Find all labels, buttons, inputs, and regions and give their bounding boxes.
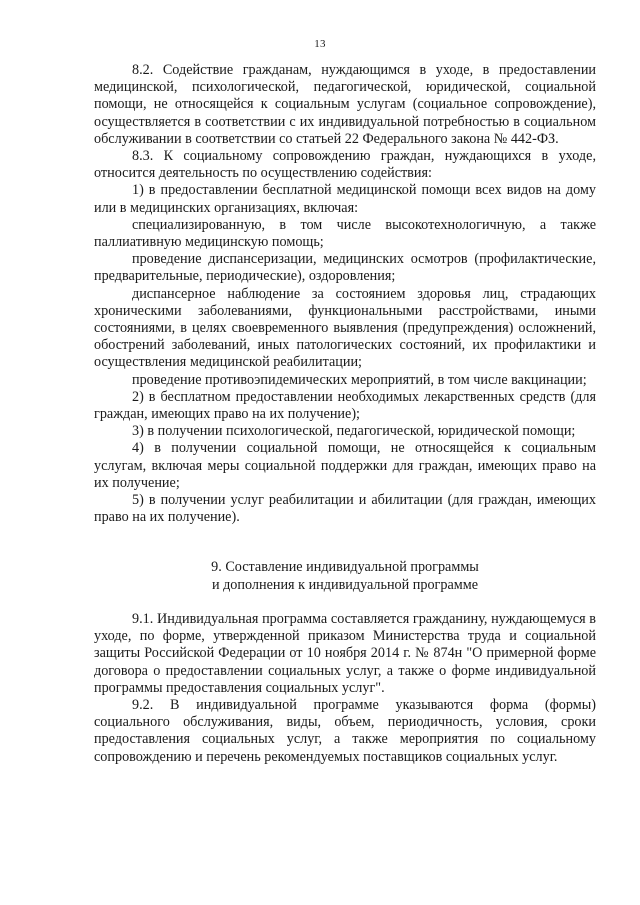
list-subitem-specialized-care: специализированную, в том числе высокотехнологичную, а также паллиативную медицинскую помощь; [94, 216, 596, 251]
list-subitem-dispensary-observation: диспансерное наблюдение за состоянием здоровья лиц, страдающих хроническими заболеваниями, функциональными расстройствами, иными состояниями, в целях своевременного выявления (предупреждения) осложнений, обострений заболеваний, иных патологических состояний, их профилактики и осуществления медицинской реабилитации; [94, 285, 596, 371]
list-item-5: 5) в получении услуг реабилитации и абилитации (для граждан, имеющих право на их получение). [94, 492, 596, 526]
paragraph-9-1: 9.1. Индивидуальная программа составляется гражданину, нуждающемуся в уходе, по форме, утвержденной приказом Министерства труда и социальной защиты Российской Федерации от 10 ноября 2014 г. № 874н "О примерной форме договора о предоставлении социальных услуг, а также о форме индивидуальной программы предоставления социальных услуг". [94, 610, 596, 696]
paragraph-8-3: 8.3. К социальному сопровождению граждан, нуждающихся в уходе, относится деятельность по осуществлению содействия: [94, 148, 596, 182]
document-body [94, 62, 596, 766]
list-subitem-anti-epidemic: проведение противоэпидемических мероприятий, в том числе вакцинации; [132, 371, 587, 388]
page-number: 13 [314, 38, 326, 50]
section-9-title-line-2: и дополнения к индивидуальной программе [211, 576, 479, 593]
list-item-3: 3) в получении психологической, педагогической, юридической помощи; [132, 423, 576, 440]
section-spacer [94, 594, 596, 611]
paragraph-9-2: 9.2. В индивидуальной программе указываются форма (формы) социального обслуживания, виды, объем, периодичность, условия, сроки предоставления социальных услуг, а также мероприятия по социальному сопровождению и перечень рекомендуемых поставщиков социальных услуг. [94, 696, 596, 765]
list-item-4: 4) в получении социальной помощи, не относящейся к социальным услугам, включая меры социальной поддержки для граждан, имеющих право на их получение; [94, 440, 596, 491]
section-9-title-line-1: 9. Составление индивидуальной программы [211, 559, 479, 576]
list-item-1: 1) в предоставлении бесплатной медицинской помощи всех видов на дому или в медицинских организациях, включая: [94, 182, 596, 216]
list-item-2: 2) в бесплатном предоставлении необходимых лекарственных средств (для граждан, имеющих право на их получение); [94, 388, 596, 423]
section-spacer [94, 526, 596, 559]
list-subitem-dispensarization: проведение диспансеризации, медицинских осмотров (профилактические, предварительные, периодические), оздоровления; [94, 251, 596, 285]
paragraph-8-2: 8.2. Содействие гражданам, нуждающимся в уходе, в предоставлении медицинской, психологической, педагогической, юридической, социальной помощи, не относящейся к социальным услугам (социальное сопровождение), осуществляется в соответствии с их индивидуальной потребностью в социальном обслуживании в соответствии со статьей 22 Федерального закона № 442-ФЗ. [94, 62, 596, 147]
